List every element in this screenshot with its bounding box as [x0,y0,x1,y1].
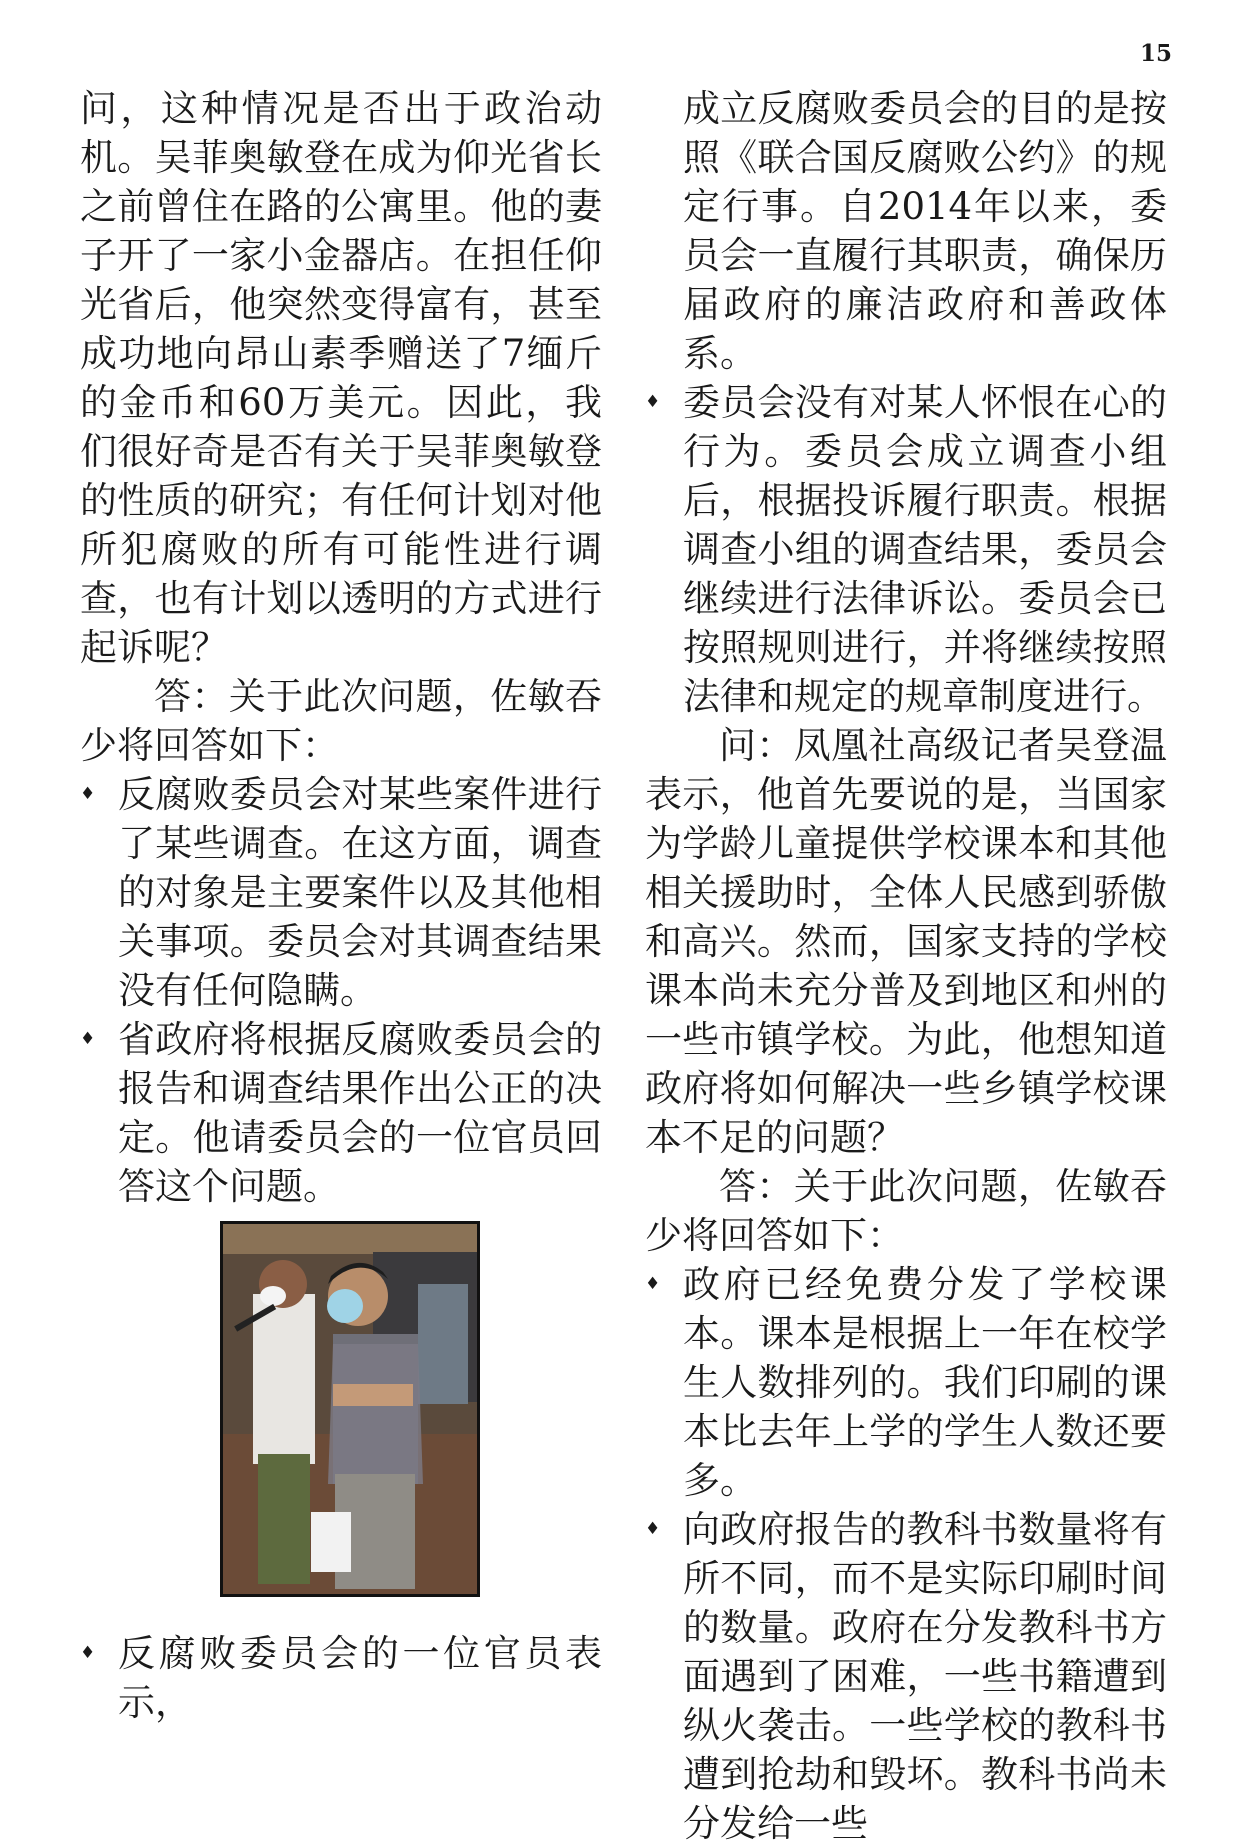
diamond-bullet-icon: ♦ [645,1519,661,1539]
page-number: 15 [1140,40,1173,67]
bullet-text: 反腐败委员会对某些案件进行了某些调查。在这方面，调查的对象是主要案件以及其他相关事项。委员会对其调查结果没有任何隐瞒。 [118,773,602,1012]
bullet-text: 政府已经免费分发了学校课本。课本是根据上一年在校学生人数排列的。我们印刷的课本比去年上学的学生人数还要多。 [683,1263,1167,1502]
right-column [645,84,1167,1848]
bullet-item [80,1629,602,1727]
bullet-item [645,1505,1167,1848]
diamond-bullet-icon: ♦ [645,392,661,412]
answer-intro: 答：关于此次问题，佐敏吞少将回答如下： [645,1165,1167,1257]
bullet-item [645,378,1167,721]
bullet-text: 向政府报告的教科书数量将有所不同，而不是实际印刷时间的数量。政府在分发教科书方面遇到了困难，一些书籍遭到纵火袭击。一些学校的教科书遭到抢劫和毁坏。教科书尚未分发给一些 [683,1508,1167,1845]
bullet-text: 省政府将根据反腐败委员会的报告和调查结果作出公正的决定。他请委员会的一位官员回答这个问题。 [118,1018,602,1208]
press-conference-photo [220,1221,480,1597]
diamond-bullet-icon: ♦ [80,1029,96,1049]
photo-container [80,1211,602,1629]
diamond-bullet-icon: ♦ [80,1643,96,1663]
continued-bullet-text: 成立反腐败委员会的目的是按照《联合国反腐败公约》的规定行事。自2014年以来，委员会一直履行其职责，确保历届政府的廉洁政府和善政体系。 [683,87,1167,375]
question-paragraph: 问：凤凰社高级记者吴登温表示，他首先要说的是，当国家为学龄儿童提供学校课本和其他相关援助时，全体人民感到骄傲和高兴。然而，国家支持的学校课本尚未充分普及到地区和州的一些市镇学校。为此，他想知道政府将如何解决一些乡镇学校课本不足的问题？ [645,724,1167,1159]
diamond-bullet-icon: ♦ [80,784,96,804]
diamond-bullet-icon: ♦ [645,1274,661,1294]
question-paragraph: 问，这种情况是否出于政治动机。吴菲奥敏登在成为仰光省长之前曾住在路的公寓里。他的妻子开了一家小金器店。在担任仰光省后，他突然变得富有，甚至成功地向昂山素季赠送了7缅斤的金币和60万美元。因此，我们很好奇是否有关于吴菲奥敏登的性质的研究；有任何计划对他所犯腐败的所有可能性进行调查，也有计划以透明的方式进行起诉呢？ [80,87,602,669]
answer-intro: 答：关于此次问题，佐敏吞少将回答如下： [80,675,602,767]
left-column [80,84,602,1727]
bullet-item [80,1015,602,1211]
bullet-item [645,1260,1167,1505]
bullet-text: 委员会没有对某人怀恨在心的行为。委员会成立调查小组后，根据投诉履行职责。根据调查小组的调查结果，委员会继续进行法律诉讼。委员会已按照规则进行，并将继续按照法律和规定的规章制度进行。 [683,381,1167,718]
bullet-text: 反腐败委员会的一位官员表示， [118,1632,602,1724]
bullet-item [80,770,602,1015]
